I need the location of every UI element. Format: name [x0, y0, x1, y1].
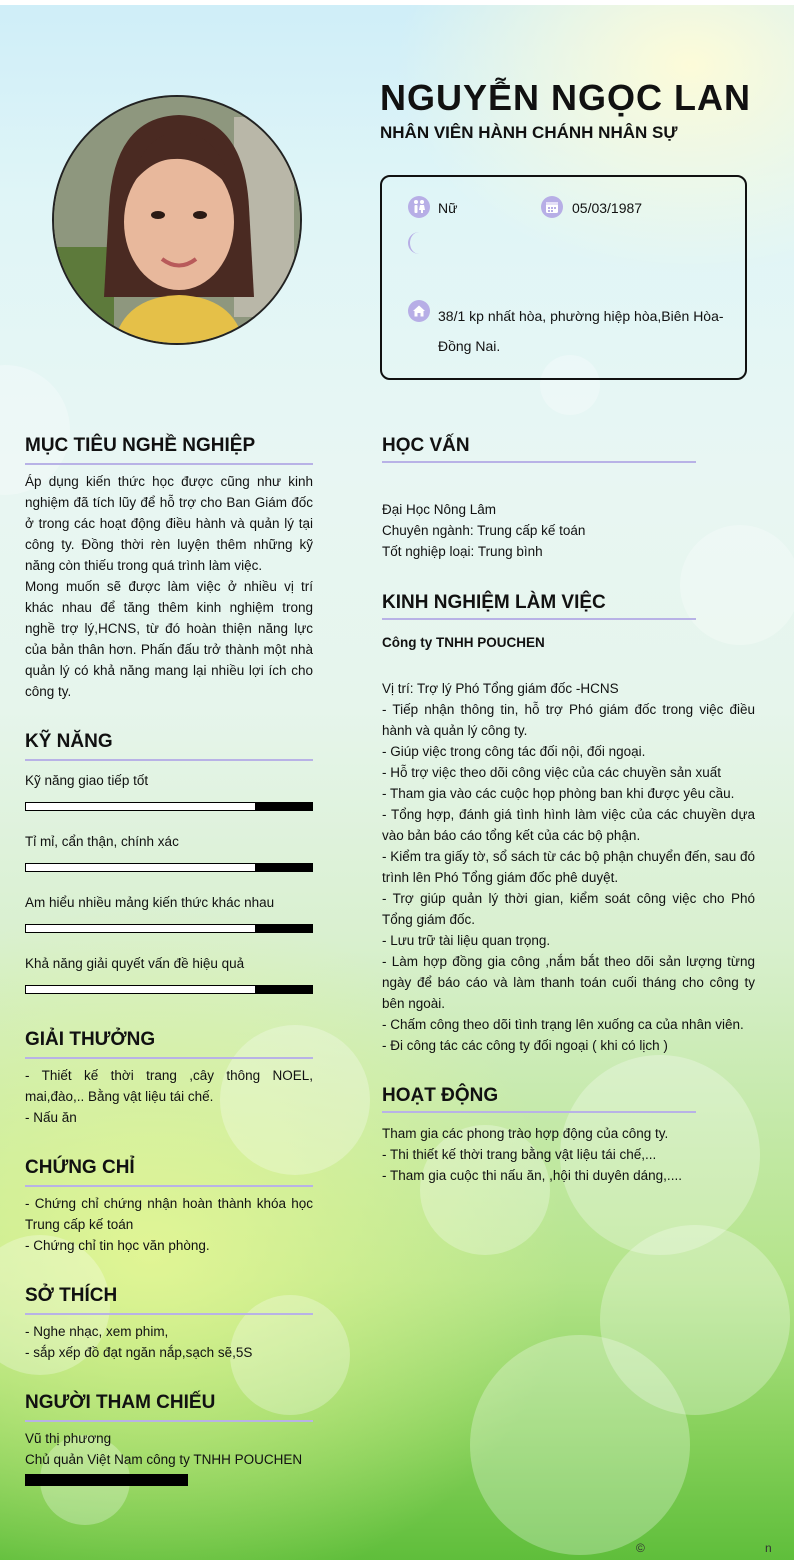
duty-item: - Tổng hợp, đánh giá tình hình làm việc của các chuyền dựa vào bản báo cáo tổng kết của các bộ phận.	[382, 807, 755, 843]
education-heading: HỌC VẤN	[382, 435, 470, 456]
education-school: Đại Học Nông Lâm	[382, 502, 497, 517]
address-value: 38/1 kp nhất hòa, phường hiệp hòa,Biên Hòa- Đồng Nai.	[438, 308, 724, 354]
home-icon	[408, 300, 430, 322]
skill-label: Kỹ năng giao tiếp tốt	[25, 773, 149, 788]
reference-name: Vũ thị phương	[25, 1431, 112, 1446]
objective-paragraph-2: Mong muốn sẽ được làm việc ở nhiều vị trí khác nhau để tăng thêm kinh nghiệm trong nghề trợ lý,HCNS, từ đó hoàn thiện năng lực của bản thân hơn. Phấn đấu trở thành một nhà quản lý có khả năng mang lại nhiều lợi ích cho công ty.	[25, 579, 313, 699]
objective-divider	[25, 463, 313, 465]
duty-item: - Chấm công theo dõi tình trạng lên xuống ca của nhân viên.	[382, 1017, 744, 1032]
duty-item: - Lưu trữ tài liệu quan trọng.	[382, 933, 551, 948]
experience-heading: KINH NGHIỆM LÀM VIỆC	[382, 592, 606, 613]
personal-info-box	[380, 175, 747, 380]
certificates-list	[25, 1193, 313, 1256]
objective-heading: MỤC TIÊU NGHỀ NGHIỆP	[25, 435, 256, 456]
hobbies-heading: SỞ THÍCH	[25, 1285, 118, 1306]
phone-icon	[408, 232, 430, 254]
activities-list	[382, 1123, 755, 1186]
award-item: - Nấu ăn	[25, 1110, 77, 1125]
cv-page	[0, 5, 794, 1560]
education-divider	[382, 461, 696, 463]
award-item: - Thiết kế thời trang ,cây thông NOEL, mai,đào,.. Bằng vật liệu tái chế.	[25, 1068, 313, 1104]
skill-label: Am hiểu nhiều mảng kiến thức khác nhau	[25, 895, 275, 910]
skills-heading: KỸ NĂNG	[25, 731, 113, 752]
skill-level-bar	[25, 802, 313, 811]
copyright-symbol: ©	[636, 1541, 645, 1555]
experience-divider	[382, 618, 696, 620]
activity-item: - Thi thiết kế thời trang bằng vật liệu tái chế,...	[382, 1147, 657, 1162]
awards-divider	[25, 1057, 313, 1059]
certificates-divider	[25, 1185, 313, 1187]
skill-level-bar	[25, 985, 313, 994]
awards-heading: GIẢI THƯỞNG	[25, 1029, 156, 1050]
reference-heading: NGƯỜI THAM CHIẾU	[25, 1392, 216, 1413]
skill-level-fill	[255, 803, 312, 810]
activity-item: - Tham gia cuộc thi nấu ăn, ,hội thi duyên dáng,....	[382, 1168, 682, 1183]
awards-list	[25, 1065, 313, 1128]
hobbies-divider	[25, 1313, 313, 1315]
skill-level-fill	[255, 925, 312, 932]
hobby-item: - sắp xếp đồ đạt ngăn nắp,sạch sẽ,5S	[25, 1345, 253, 1360]
objective-paragraph-1: Áp dụng kiến thức học được cũng như kinh nghiệm đã tích lũy để hỗ trợ cho Ban Giám đốc ở trong các hoạt động điều hành và quản lý tại công ty. Đồng thời rèn luyện thêm những kỹ năng còn thiếu trong quá trình làm việc.	[25, 474, 313, 573]
hobbies-list	[25, 1321, 313, 1363]
certificates-heading: CHỨNG CHỈ	[25, 1157, 135, 1178]
skill-level-bar	[25, 924, 313, 933]
job-title: NHÂN VIÊN HÀNH CHÁNH NHÂN SỰ	[380, 123, 678, 142]
certificate-item: - Chứng chỉ chứng nhận hoàn thành khóa học Trung cấp kế toán	[25, 1196, 313, 1232]
certificate-item: - Chứng chỉ tin học văn phòng.	[25, 1238, 210, 1253]
activity-item: Tham gia các phong trào hợp động của công ty.	[382, 1126, 669, 1141]
duty-item: - Tham gia vào các cuộc họp phòng ban khi được yêu cầu.	[382, 786, 735, 801]
duty-item: - Đi công tác các công ty đối ngoại ( khi có lịch )	[382, 1038, 668, 1053]
experience-position: Vị trí: Trợ lý Phó Tổng giám đốc -HCNS	[382, 681, 619, 696]
duty-item: - Kiểm tra giấy tờ, sổ sách từ các bộ phận chuyển đến, sau đó trình lên Phó Tổng giám đốc phê duyệt.	[382, 849, 755, 885]
activities-heading: HOẠT ĐỘNG	[382, 1085, 499, 1106]
duty-item: - Làm hợp đồng gia công ,nắm bắt theo dõi sản lượng từng ngày để báo cáo và làm thanh toán cuối tháng cho công ty bên ngoài.	[382, 954, 755, 1011]
candidate-name: NGUYỄN NGỌC LAN	[380, 77, 752, 118]
experience-duties	[382, 699, 755, 1056]
skill-level-bar	[25, 863, 313, 872]
skill-label: Khả năng giải quyết vấn đề hiệu quả	[25, 956, 245, 971]
education-major: Chuyên ngành: Trung cấp kế toán	[382, 523, 586, 538]
reference-divider	[25, 1420, 313, 1422]
objective-text	[25, 471, 313, 702]
duty-item: - Giúp việc trong công tác đối nội, đối ngoại.	[382, 744, 646, 759]
activities-divider	[382, 1111, 696, 1113]
footer-tail: n	[765, 1541, 772, 1555]
duty-item: - Trợ giúp quản lý thời gian, kiểm soát công việc cho Phó Tổng giám đốc.	[382, 891, 755, 927]
gender-value: Nữ	[438, 200, 458, 216]
education-grade: Tốt nghiệp loại: Trung bình	[382, 544, 543, 559]
gender-icon	[408, 196, 430, 218]
skill-level-fill	[255, 864, 312, 871]
experience-company: Công ty TNHH POUCHEN	[382, 635, 545, 650]
profile-photo	[52, 95, 302, 345]
skill-label: Tỉ mỉ, cẩn thận, chính xác	[25, 834, 179, 849]
duty-item: - Hỗ trợ việc theo dõi công việc của các chuyền sản xuất	[382, 765, 722, 780]
skills-divider	[25, 759, 313, 761]
redacted-contact	[25, 1474, 188, 1486]
reference-position: Chủ quản Việt Nam công ty TNHH POUCHEN	[25, 1452, 303, 1467]
dob-value: 05/03/1987	[572, 200, 643, 216]
hobby-item: - Nghe nhạc, xem phim,	[25, 1324, 169, 1339]
education-details	[382, 499, 742, 562]
skill-level-fill	[255, 986, 312, 993]
calendar-icon	[541, 196, 563, 218]
reference-details	[25, 1428, 325, 1470]
duty-item: - Tiếp nhận thông tin, hỗ trợ Phó giám đốc trong việc điều hành và quản lý công ty.	[382, 702, 755, 738]
